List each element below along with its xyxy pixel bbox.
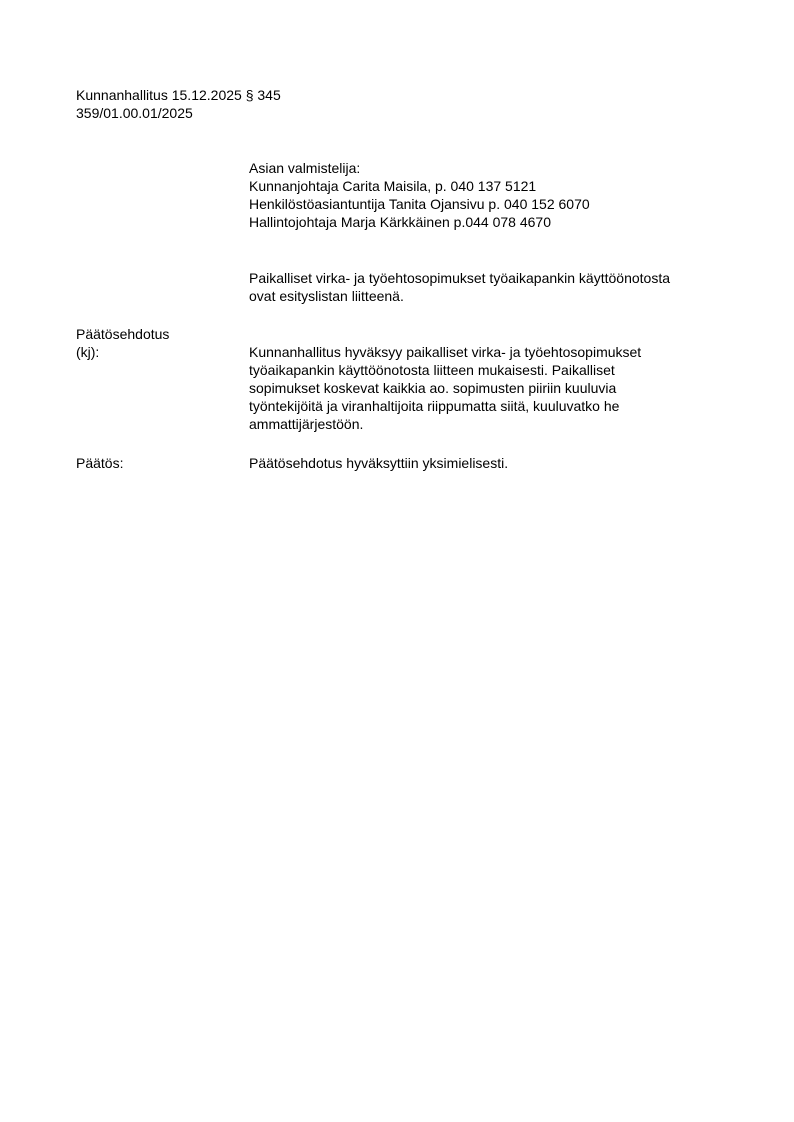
meeting-body-and-date: Kunnanhallitus 15.12.2025 § 345 (76, 87, 281, 103)
attachment-note-line: Paikalliset virka- ja työehtosopimukset työaikapankin käyttöönotosta (249, 270, 670, 286)
proposal-line: ammattijärjestöön. (249, 416, 364, 432)
preparers-content (249, 159, 734, 231)
reference-number: 359/01.00.01/2025 (76, 105, 193, 121)
proposal-label-line2: (kj): (76, 344, 100, 360)
preparers-title: Asian valmistelija: (249, 160, 361, 176)
preparer-line: Kunnanjohtaja Carita Maisila, p. 040 137 5121 (249, 178, 537, 194)
proposal-line: Kunnanhallitus hyväksyy paikalliset virka- ja työehtosopimukset (249, 344, 642, 360)
proposal-label-line1: Päätösehdotus (76, 326, 170, 342)
preparer-line: Henkilöstöasiantuntija Tanita Ojansivu p. 040 152 6070 (249, 196, 590, 212)
decision-text: Päätösehdotus hyväksyttiin yksimielisesti. (249, 455, 509, 471)
attachment-note-line: ovat esityslistan liitteenä. (249, 288, 404, 304)
proposal-content (249, 343, 734, 433)
proposal-line: sopimukset koskevat kaikkia ao. sopimusten piiriin kuuluvia (249, 380, 617, 396)
proposal-line: työntekijöitä ja viranhaltijoita riippumatta siitä, kuuluvatko he (249, 398, 620, 414)
proposal-line: työaikapankin käyttöönotosta liitteen mukaisesti. Paikalliset (249, 362, 615, 378)
document-header (76, 86, 576, 122)
decision-label: Päätös: (76, 455, 124, 471)
attachment-note-content (249, 269, 734, 305)
preparer-line: Hallintojohtaja Marja Kärkkäinen p.044 078 4670 (249, 214, 551, 230)
proposal-label (76, 325, 246, 361)
